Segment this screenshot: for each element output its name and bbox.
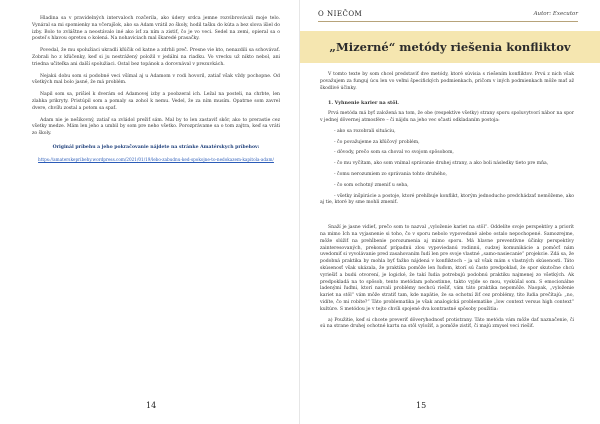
- original-story-label: Originál príbehu a jeho pokračovanie nájdete na stránke Amatérskych príbehov:: [52, 144, 260, 150]
- original-story-link[interactable]: https://amaterskepribehy.wordpress.com/2021/01/19/lebo-zabudnu-ked-spokojne-to-nedokazem-kapitola-adam/: [38, 156, 274, 162]
- list-item: - čo mu vyčítam, ako som vnímal správanie druhej strany, a ako boli následky tieto pre mňa,: [334, 161, 549, 167]
- spacer: [320, 211, 574, 225]
- paragraph: Hladina sa v pravidelných intervaloch rozčerila, ako údery srdca jemne rozvibrovávali moje telo. Vynáral sa mi spomienky na včerajšok, ako sa Adam vrátil zo školy, hodil tašku do kúta a bez slova išiel do izby. Bolo to zvláštne a neostávalo iné ako ísť za ním a zistiť, čo je vo veci. Sedel na zemi, opieral sa o posteľ s hlavou opretou o kolená. Na nohaviciach mal škaredé prasačky.: [32, 16, 280, 42]
- list-item: - čomu nerozumiem zo správania tohto druhého,: [334, 171, 447, 177]
- list-item: - všetky inšpirácie a postoje, ktoré prehlbuje konflikt, ktorým jednoducho predchádzať nemôžeme, ako aj tie, ktoré by sme mohli zmeniť.: [320, 193, 574, 206]
- right-text-column: [320, 72, 574, 335]
- header-rule: [318, 21, 578, 22]
- list-item: - čo som ochotný zmeniť u seba,: [334, 182, 409, 188]
- page-header: [318, 10, 578, 22]
- subheading: 1. Vyhnenie karier na stôl.: [328, 100, 399, 107]
- page-number: 14: [146, 401, 157, 410]
- body-paragraph: Snaží je jasne vidieť, prečo som to nazval „vyloženie kariet na stôl“. Oddelíte svoje perspektívy a priorít na mimo Ich na vyjasnenie si toho, čo v sporu nebolo vypovedané alebo ostalo nepochopené. Samozrejme, môže slúžiť na prehĺbenie porozumenia aj mimo sporu. Má hlavne preventívne účinky perspektívy zainteresovaných, prekonať prípadnú zlou vypoviedanú rodinnú, cudzej komunikácie a pomôcť nám uvedomiť si vyvolávanie pred zasahovaním ľudí len pre svoje vlastné „samo-nasiecanie“ projekcie. Zdá sa, že podobná praktika by mohla byť ťažko nájdená v konfliktoch – ja už však mám s vlastných skúsenosti. Táto skúsenosť však ukázala, že praktika pomôže len ľuďom, ktorí sú často predpoklad, že spor skutočne chcú vyriešiť a budú otvorení, je logické, že takí ľudia potrebujú podobnú praktiku najmenej zo všetkých. Ak predpokladá na to spôsob, tento metódam pohostinne, takto vyjde so mou, vyskúšal som. S emocionálne ladenými ľuďmi, ktorí narvali problémy nechcú riešiť, vám táto praktika nepomôže. Naopak, „vyloženie kariet na stôl“ vám môže stratiť tam, kde napätie, že sa ochotní žiť cez problémy, tito ľudia prečítajú: „no, vidíte, čo mi robíte?“ Táto problematika je však analogická problematike „low context versus high context“ kultúre. S metódou je v tejto chvíli spojené dva kontrastné spôsoby použitia:: [320, 225, 574, 312]
- list-item: - dôvody, prečo som sa choval vo svojom spôsobom,: [334, 150, 454, 156]
- intro-paragraph: V tomto texte by som chcel predstaviť dve metódy, ktoré súvisia s riešením konfliktov. Prvú z nich však považujem za funguj úcu len vo veľmi špecifických podmienkach, pričom v iných podmienkach môže mať až škodlivé účinky.: [320, 72, 574, 91]
- article-title: „Mizerné“ metódy riešenia konfliktov: [329, 40, 571, 54]
- body-paragraph: a) Použitie, keď si chcete preveriť dôveryhodnosť protistrany. Táto metóda vám môže dať naznačenie, či sú na strane druhej ochotné kartu na stôl vyložiť, a pomôže zistiť, či majú zmysel veci riešiť.: [320, 317, 574, 330]
- left-text-column: [32, 16, 280, 168]
- list-item: - čo považujeme za kľúčový problém,: [334, 139, 420, 145]
- list-item: - ako sa rozobrali situáciu,: [334, 128, 396, 134]
- lead-paragraph: Prvá metóda má byť založená na tom, že obe (respektíve všetky) strany sporu spoluvytvorí nábor na spor v jednej dôvernej atmosfére – či nájdu na jeho vec sčasti odkladaním postoja:: [320, 111, 574, 123]
- paragraph: Nejakú dobu som si podobné veci všímal aj u Adamom v rodi hovoril, zatiaľ však vždy pochopne. Od všetkých mal bolo jasné, že má problém.: [32, 73, 280, 86]
- author-label: Autor: Executor: [533, 11, 578, 17]
- section-title: O NIEČOM: [318, 10, 363, 18]
- paragraph: Adam nie je nešikovný, zatiaľ sa zvládol prežiť sám. Mal by to len zastaviť skôr, ako to prerastie cez všetky medze. Mám len jeho a umbil by som pre neho všetko. Porozprávame sa o tom zajtra, keď sa vráti zo školy.: [32, 117, 280, 137]
- page-number: 15: [416, 401, 427, 410]
- paragraph: Povedal, že mu spolužiaci ukradli kľúčik od katne a zdrhli preč. Presne vie kto, nenazdili sa schovávať. Zobrali ho z kľúčenky, keď si ju nestrážený položil v jedálni na riadku. Vo vrecku už nikto nebol, ani triedna učiteľka ani další spolužiaci. Ostal bez topánok a dorovnával v prezuvkách.: [32, 48, 280, 67]
- original-story-note: [32, 145, 280, 152]
- right-page: [300, 0, 600, 424]
- paragraph: Napil som sa, prišiel k dverám od Adamovej izby a poobzeral ich. Ležal na posteli, na chrbte, len zlahka prikryty. Pristúpil som a pomaly sa zohol k nemu. Vedel, že za ním musím. Opatrne som zavrel dvere, chvíľu zostal a potom sa spať.: [32, 92, 280, 111]
